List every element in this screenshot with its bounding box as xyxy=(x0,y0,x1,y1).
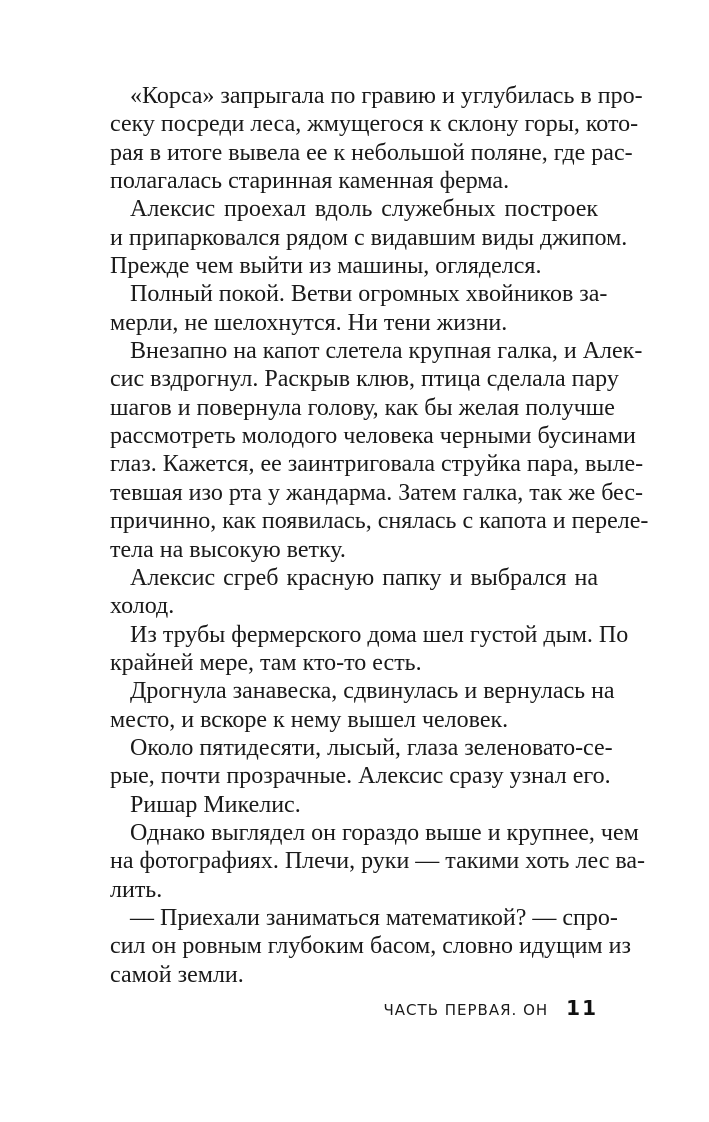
text-line: Алексис проехал вдоль служебных построек xyxy=(130,196,598,223)
paragraph xyxy=(110,621,629,678)
text-line: Около пятидесяти, лысый, глаза зеленовато-се- xyxy=(130,734,613,761)
text-line: тевшая изо рта у жандарма. Затем галка, так же бес- xyxy=(110,479,644,506)
text-line: мерли, не шелохнутся. Ни тени жизни. xyxy=(110,309,508,336)
text-line: Дрогнула занавеска, сдвинулась и вернулась на xyxy=(130,678,615,705)
paragraph xyxy=(110,734,613,791)
text-line: самой земли. xyxy=(110,961,244,988)
paragraph xyxy=(110,195,628,280)
paragraph xyxy=(110,280,608,337)
text-line: Ришар Микелис. xyxy=(130,791,301,818)
paragraph xyxy=(110,791,598,819)
text-line: причинно, как появилась, снялась с капота и переле- xyxy=(110,508,649,535)
text-line: секу посреди леса, жмущегося к склону горы, кото- xyxy=(110,111,639,138)
text-line: холод. xyxy=(110,593,175,620)
text-line: шагов и повернула голову, как бы желая получше xyxy=(110,394,615,421)
text-line: тела на высокую ветку. xyxy=(110,536,346,563)
text-line: «Корса» запрыгала по гравию и углубилась в про- xyxy=(130,83,643,109)
paragraph xyxy=(110,819,646,904)
text-line: Из трубы фермерского дома шел густой дым. По xyxy=(130,621,629,648)
text-line: глаз. Кажется, ее заинтриговала струйка пара, выле- xyxy=(110,451,644,478)
page-footer xyxy=(360,996,598,1026)
text-line: Внезапно на капот слетела крупная галка, и Алек- xyxy=(130,338,643,365)
paragraph xyxy=(110,82,643,195)
text-line: и припарковался рядом с видавшим виды джипом. xyxy=(110,224,628,251)
text-line: место, и вскоре к нему вышел человек. xyxy=(110,706,509,733)
text-line: лить. xyxy=(110,876,163,903)
text-line: рассмотреть молодого человека черными бусинами xyxy=(110,423,636,450)
text-line: Алексис сгреб красную папку и выбрался на xyxy=(130,564,598,591)
body-text xyxy=(110,82,649,989)
paragraph xyxy=(110,904,631,989)
text-line: сис вздрогнул. Раскрыв клюв, птица сделала пару xyxy=(110,366,619,393)
page-number: 11 xyxy=(566,996,598,1020)
paragraph xyxy=(110,677,615,734)
text-line: полагалась старинная каменная ферма. xyxy=(110,168,510,195)
text-line: Однако выглядел он гораздо выше и крупнее, чем xyxy=(130,819,639,846)
text-line: Полный покой. Ветви огромных хвойников за- xyxy=(130,281,608,308)
text-line: сил он ровным глубоким басом, словно идущим из xyxy=(110,933,631,960)
text-line: рая в итоге вывела ее к небольшой поляне, где рас- xyxy=(110,139,633,166)
text-line: на фотографиях. Плечи, руки — такими хоть лес ва- xyxy=(110,848,646,875)
paragraph xyxy=(110,564,598,621)
text-line: крайней мере, там кто-то есть. xyxy=(110,649,422,676)
text-line: Прежде чем выйти из машины, огляделся. xyxy=(110,253,542,280)
running-head: ЧАСТЬ ПЕРВАЯ. ОН xyxy=(383,1001,549,1019)
text-line: рые, почти прозрачные. Алексис сразу узнал его. xyxy=(110,763,611,790)
text-line: — Приехали заниматься математикой? — спро- xyxy=(130,904,618,931)
paragraph xyxy=(110,337,649,564)
